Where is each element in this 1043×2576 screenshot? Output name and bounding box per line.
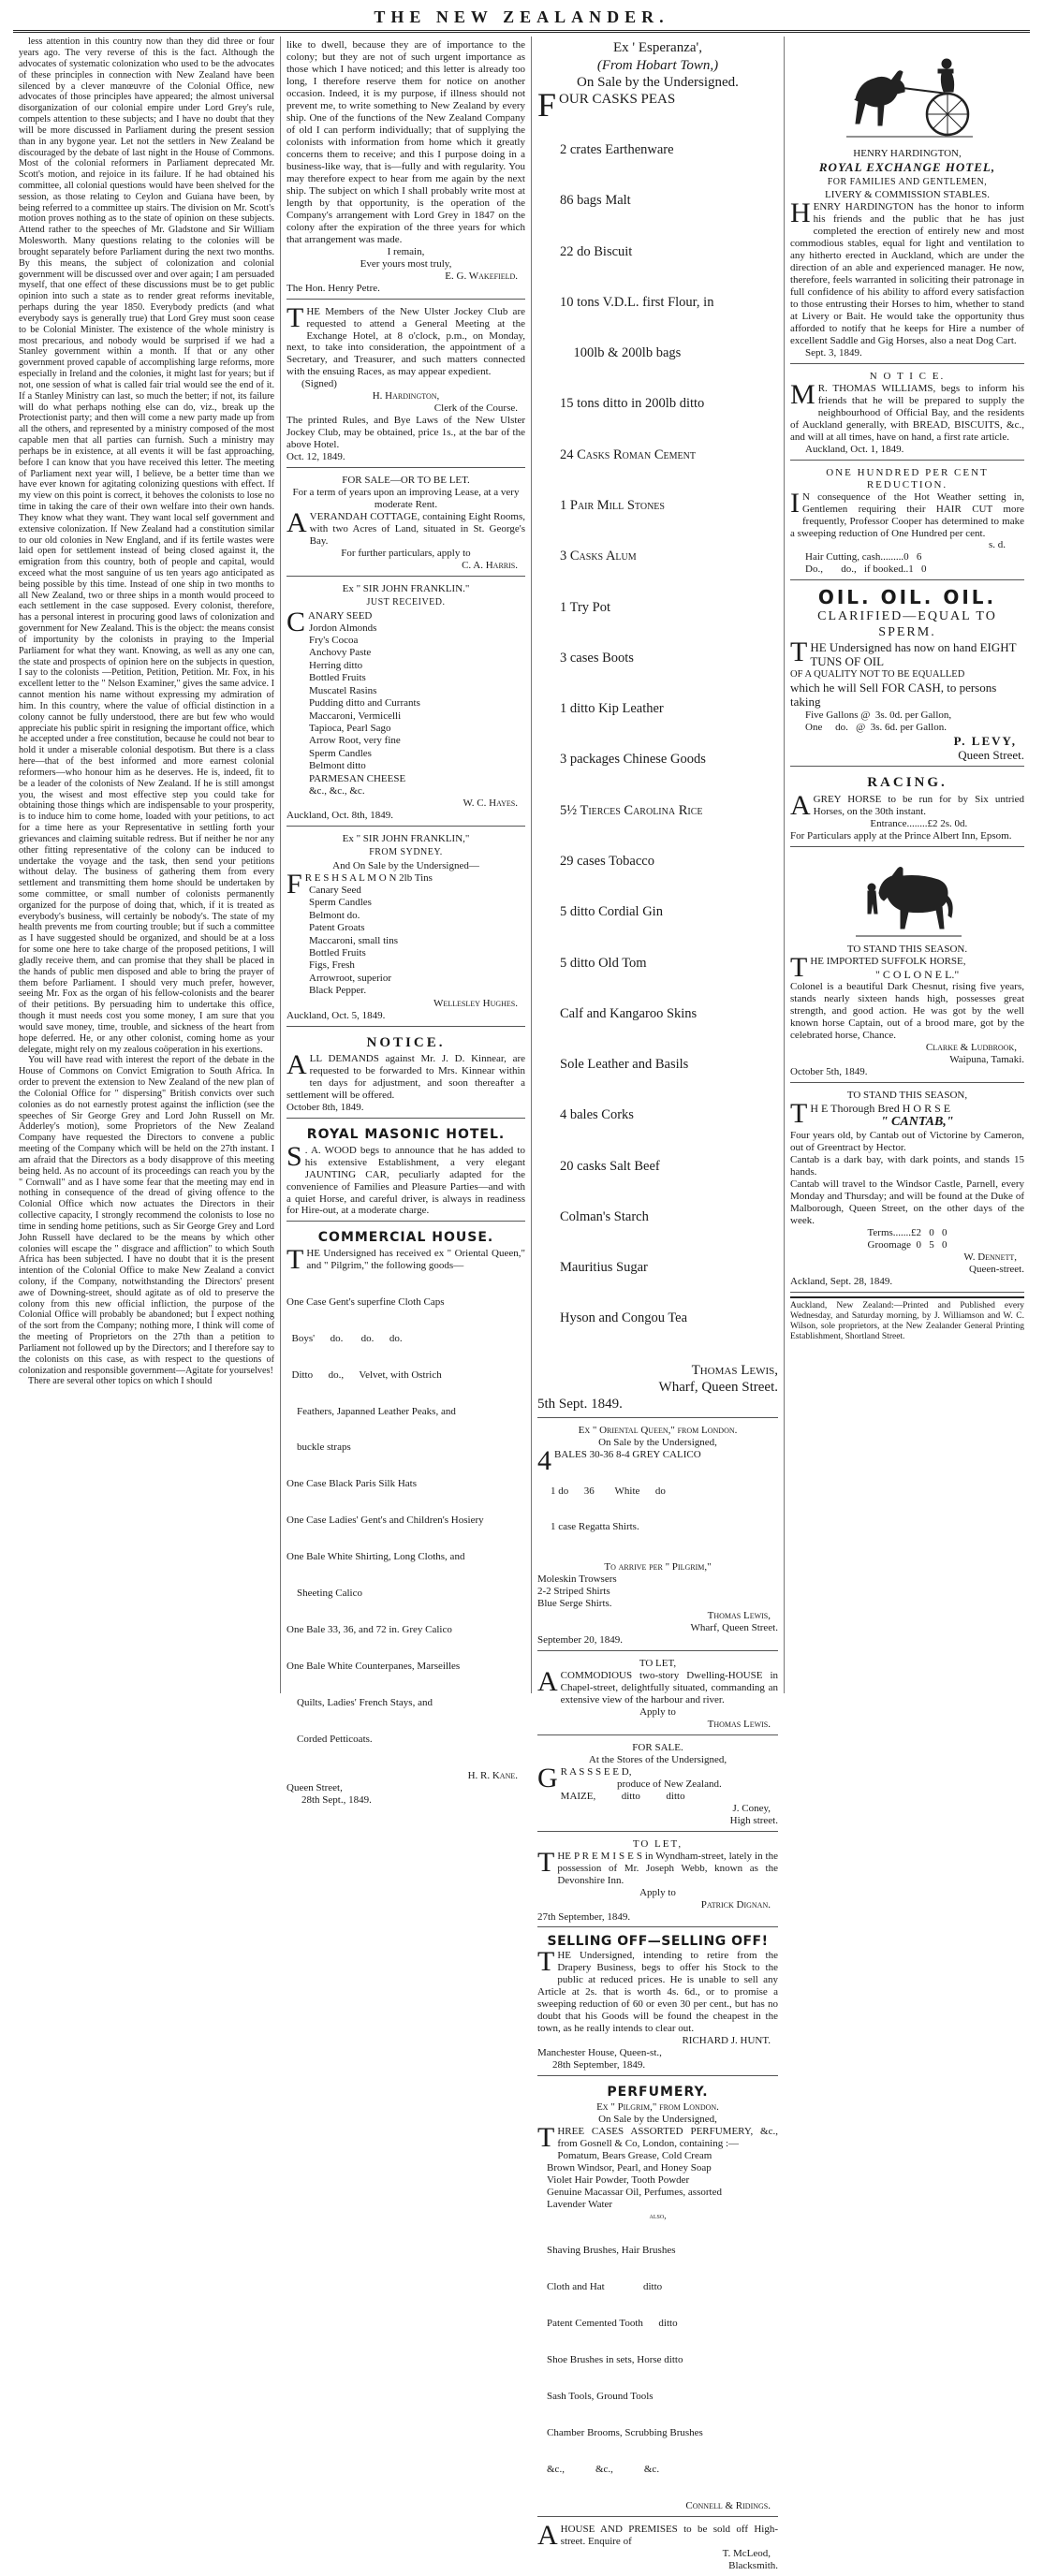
list-item: Shaving Brushes, Hair Brushes [547,2245,676,2257]
drop-cap: T [790,637,808,668]
list-item: Fry's Cocoa [309,635,359,647]
jockey-text: HE Members of the New Ulster Jockey Club are requested to attend a General Meeting at the Exchange Hotel, at 8 o'clock, p.m., on Monday, next, to take into consideration, the appointment of a Secretary, and Treasurer, and such matters connected with the ensuing Races, as may appear expedient. [286,305,525,378]
tolet1-apply: Apply to [639,1705,676,1718]
perfumery-items [537,2150,778,2211]
franklin1-sub: JUST RECEIVED. [366,596,446,607]
list-item: 1 do 36 White do [551,1485,666,1497]
oil-ad [790,584,1024,767]
kinnear-notice-ad [286,1031,525,1120]
cantab-text: Four years old, by Cantab out of Victorine by Cameron, out of Greentract by Hector. [790,1130,1024,1154]
commercial-date: 28th Sept., 1849. [301,1793,372,1806]
oil-text: HE Undersigned has now on hand EIGHT TUNS OF OIL [810,640,1017,669]
list-item: Sperm Candles [309,897,372,909]
oil-line3: which he will Sell FOR CASH, to persons taking [790,681,997,710]
list-item: Figs, Fresh [309,959,355,972]
colonel-sig2: Waipuna, Tamaki. [949,1053,1024,1065]
esperanza-sub: (From Hobart Town,) [596,57,719,73]
list-item: Cloth and Hat ditto [547,2281,663,2293]
letter-signature: E. G. Wakefield. [445,270,518,282]
list-item: 3 Casks Alum [560,549,637,564]
drop-cap: H [790,198,811,229]
letter-paragraph-2: You will have read with interest the report of the debate in the House of Commons on Convict Emigration to South Africa. In order to prevent the extension to New Zealand of the new plan of the Colonial Office for " dispersing" British convicts over such colonies as do not earnestly protest against the infliction (see the speeches of Sir George Grey and Lord John Russell on Mr. Adderley's motion), some Proprietors of the New Zealand Company have requested the Directors to convene a public meeting of the Company which will be held on the 27th instant. I am afraid that the Directors as a body disapprove of this meeting being held. As no account of its proceedings can reach you by the " Cornwall" and as I have some fear that the meeting may end in nothing in consequence of the dread of giving offence to the Colonial Office which now actuates the Directors in their collective capacity, I strongly recommend the colonists to lose no time in sending home petitions, such as Sir George Grey and Lord John Russell have declared to be the means by which other colonies will escape the " disgrace and affliction" to which South Africa has been subjected. I have no doubt that it is the present intention of the Colonial Office to make New Zealand a convict colony, if the Company, notwithstanding the Directors' present awe of Downing-street, should agitate as of old to preserve the colony from this new official infliction, the purpose of the Colonial Office will probably be abandoned; but I expect nothing of the sort from the Company; nothing more, I think will come of the meeting of Proprietors on the 27th than a petition to Parliament not followed up by the Directors; and I therefore say to the colonists on this case, as with respect to the questions of colonization and responsible government—Agitate for yourselves! [19,1055,274,1376]
list-item: &c., &c., &c. [547,2463,660,2475]
commercial-place: Queen Street, [286,1781,343,1793]
selling-off-ad [537,1931,778,2075]
drop-cap: A [537,2519,558,2551]
tolet2-heading: TO LET, [632,1837,683,1850]
printer-imprint: Auckland, New Zealand:—Printed and Published every Wednesday, and Saturday morning, by J. Williamson and W. C. Wilson, sole proprietors, at the New Zealander General Printing Establishment, Shortland Street. [790,1296,1024,1342]
cantab-horse-ad [790,1087,1024,1293]
house-text: HOUSE AND PREMISES to be sold off High-street. Enquire of [560,2523,778,2547]
list-item: 22 do Biscuit [560,243,633,259]
letter-yours: Ever yours most truly, [360,257,452,270]
notice-text: LL DEMANDS against Mr. J. D. Kinnear, are requested to be forwarded to Mrs. Kinnear within ten days for adjustment, and soon thereafter a settlement will be offered. [286,1053,525,1102]
franklin2-sub: FROM SYDNEY. [369,847,443,858]
grass-seed-ad [537,1739,778,1832]
list-item: 2-2 Striped Shirts [537,1586,610,1598]
drop-cap: G [537,1762,558,1793]
list-item: Ditto do., Velvet, with Ostrich [286,1368,442,1381]
list-item: One Case Black Paris Silk Hats [286,1478,418,1490]
list-item: 5 ditto Old Tom [560,955,647,971]
hotel-sub2: LIVERY & COMMISSION STABLES. [825,189,990,201]
list-item: 29 cases Tobacco [560,853,654,869]
grass-first: R A S S S E E D, [560,1765,632,1778]
house-sig: T. McLeod, [722,2547,771,2559]
columns [13,37,1030,2571]
drop-cap: F [537,86,557,124]
drop-cap: T [537,1945,555,1977]
list-item: Sheeting Calico [286,1588,362,1600]
oil-sub: CLARIFIED—EQUAL TO [817,608,997,623]
franklin-hughes-ad [286,830,525,1026]
drop-cap: A [286,1049,307,1081]
williams-notice-ad [790,368,1024,461]
racing-text: GREY HORSE to be run for by Six untried Horses, on the 30th instant. [813,793,1024,817]
list-item: 2 crates Earthenware [560,142,674,158]
letter-continuation [286,37,525,299]
colonel-text: HE IMPORTED SUFFOLK HORSE, [810,955,966,967]
tolet1-text: COMMODIOUS two-story Dwelling-HOUSE in Chapel-street, delightfully situated, commanding an extensive view of the harbour and river. [560,1670,778,1705]
list-item: Moleskin Trowsers [537,1573,617,1586]
forsale-text: VERANDAH COTTAGE, containing Eight Rooms, with two Acres of Land, situated in St. George's Bay. [309,511,525,548]
list-item: 4 bales Corks [560,1107,634,1123]
oriental-arrive: To arrive per " Pilgrim," [604,1561,712,1573]
drop-cap: M [790,378,815,410]
list-item: 20 casks Salt Beef [560,1158,660,1174]
drop-cap: 4 [537,1444,551,1476]
reduction-heading2: REDUCTION. [866,478,948,490]
list-item: Pudding ditto and Currants [309,697,420,710]
perfumery-sub: Ex " Pilgrim," from London. [596,2101,719,2114]
grass-sig: J. Coney, [732,1802,771,1814]
list-item: Boys' do. do. do. [286,1332,403,1344]
letter-paragraph-3: There are several other topics on which I should [28,1376,213,1387]
williams-heading: N O T I C E. [869,370,946,382]
list-item: One Case Ladies' Gent's and Children's Hosiery [286,1515,484,1527]
tolet2-date: 27th September, 1849. [537,1910,631,1923]
list-item: Muscatel Rasins [309,684,377,696]
drop-cap: T [286,1243,304,1275]
colonel-horse-ad [790,851,1024,1083]
oriental-items [537,1461,778,1559]
franklin2-intro: And On Sale by the Undersigned— [332,860,479,872]
franklin2-items [286,885,525,998]
jockey-role: Clerk of the Course. [433,402,518,415]
oil-price2: One do. @ 3s. 6d. per Gallon. [805,721,947,733]
hotel-sub: FOR FAMILIES AND GENTLEMEN, [827,176,988,187]
list-item: Brown Windsor, Pearl, and Honey Soap [547,2162,712,2174]
drop-cap: I [790,487,800,519]
list-item: Arrowroot, superior [309,972,391,984]
list-item: buckle straps [286,1442,351,1454]
selling-sig: RICHARD J. HUNT. [682,2034,771,2046]
list-item: 100lb & 200lb bags [560,345,682,361]
list-item: 3 cases Boots [560,650,634,666]
tolet-chapel-ad [537,1655,778,1735]
franklin2-sig: Wellesley Hughes. [433,997,518,1009]
oriental-intro: On Sale by the Undersigned, [598,1436,717,1448]
williams-date: Auckland, Oct. 1, 1849. [805,443,904,455]
perfumery-heading: PERFUMERY. [607,2084,709,2100]
list-item: One Bale 33, 36, and 72 in. Grey Calico [286,1623,452,1635]
esperanza-ad [537,37,778,1417]
column-2 [281,37,532,1806]
hotel-title: ROYAL EXCHANGE HOTEL, [818,160,996,175]
list-item: One Bale White Counterpanes, Marseilles [286,1660,461,1672]
drop-cap: T [537,1846,555,1878]
selling-heading: SELLING OFF—SELLING OFF! [547,1934,769,1950]
cantab-text3: Cantab will travel to the Windsor Castle, Parnell, every Monday and Thursday; and will be found at the Duke of Malborough, Queen Street, on the other days of the week. [790,1178,1024,1227]
list-item: Blue Serge Shirts. [537,1598,612,1610]
list-item: Sole Leather and Basils [560,1057,689,1073]
perfumery-ad [537,2080,778,2517]
list-item: Patent Groats [309,922,365,934]
list-item: 1 ditto Kip Leather [560,701,664,717]
notice-heading: NOTICE. [366,1034,446,1050]
list-item: Belmont do. [309,909,360,921]
perfumery-items2 [537,2221,778,2500]
oriental-items2 [537,1573,778,1610]
franklin1-heading: Ex " SIR JOHN FRANKLIN." [342,582,470,594]
forsale-heading: FOR SALE—OR TO BE LET. [342,475,470,487]
horse-icon [851,856,963,940]
list-item: Mauritius Sugar [560,1260,648,1276]
list-item: Feathers, Japanned Leather Peaks, and [286,1405,456,1417]
list-item: 3 packages Chinese Goods [560,752,706,768]
hotel-date: Sept. 3, 1849. [805,346,862,359]
esperanza-items [537,108,778,1361]
jockey-rules: The printed Rules, and Bye Laws of the New Ulster Jockey Club, may be obtained, price 1s., at the bar of the above Hotel. [286,415,525,451]
oil-sub2: SPERM. [878,624,936,639]
notice-date: October 8th, 1849. [286,1102,364,1114]
list-item: &c., &c., &c. [309,784,365,797]
cantab-sig2: Queen-street. [969,1264,1024,1275]
list-item: Sash Tools, Ground Tools [547,2391,654,2403]
letter-end-text: like to dwell, because they are of importance to the colony; but they are not of such urgent importance as those which I have noticed; and this letter is already too long, I therefore reserve them for notice on another occasion. Indeed, it is my purpose, if illness should not prevent me, to write something to New Zealand by every ship. One of the functions of the New Zealand Company of old I can perform individually; that of supplying the colonists with information from home which it greatly concerns them to receive; and this I purpose doing in a business-like way, that is—fully and with regularity. You may therefore expect to hear from me again by the next ship. The subject on which I shall probably write most at length by that opportunity, is the operation of the Company's arrangement with Lord Grey in 1847 on the colony after the expiration of the three years for which that arrangement was made. [286,39,525,245]
jockey-signed: (Signed) [301,378,337,390]
drop-cap: T [286,301,304,333]
cantab-terms: Terms.......£2 0 0 [867,1227,948,1239]
list-item: Canary Seed [309,884,361,896]
forsale-sub: For a term of years upon an improving Lease, at a very moderate Rent. [292,487,520,511]
commercial-items [286,1272,525,1770]
esperanza-heading: Ex ' Esperanza', [613,40,702,56]
colonel-caption: TO STAND THIS SEASON. [846,943,968,955]
reduction-text: N consequence of the Hot Weather setting in, Gentlemen requiring their HAIR CUT more frequently, Professor Cooper has determined to make a sweeping reduction of One Hundred per cent. [790,490,1024,539]
selling-text: HE Undersigned, intending to retire from the Drapery Business, begs to offer his Stock to the public at reduced prices. He is unable to sell any Article at 2s. that is worth 4s. 6d., or to promise a sweeping reduction of 60 or even 30 per cent., but has no doubt that his Goods will be found the cheapest in the town, as he really intends to clear out. [537,1949,778,2034]
esperanza-sig: Thomas Lewis, [691,1362,778,1378]
reduction-line2: Do., do., if booked..1 0 [805,564,927,576]
horse-and-gig-icon [837,41,977,144]
colonel-body: Colonel is a beautiful Dark Chesnut, rising five years, stands nearly sixteen hands high, possesses great strength, and good action. He was got by the well known horse Captain, out of a brood mare, got by the celebrated horse, Chance. [790,980,1024,1041]
oriental-heading: Ex " Oriental Queen," from London. [578,1424,738,1436]
jockey-name: H. Hardington, [372,390,440,402]
cantab-first: H E Thorough Bred H O R S E [810,1101,951,1115]
oriental-sig2: Wharf, Queen Street. [690,1622,778,1634]
drop-cap: T [537,2122,555,2154]
oriental-first: BALES 30-36 8-4 GREY CALICO [554,1448,701,1460]
colonel-date: October 5th, 1849. [790,1065,868,1077]
list-item: One Bale White Shirting, Long Cloths, and [286,1551,465,1563]
tolet2-sig: Patrick Dignan. [700,1898,771,1910]
list-item: 5 ditto Cordial Gin [560,904,663,920]
list-item: 1 Try Pot [560,599,611,615]
list-item: Jordon Almonds [309,622,377,634]
forsale-further: For further particulars, apply to [341,547,471,559]
list-item: Maccaroni, Vermicelli [309,710,402,722]
grass-produce: produce of New Zealand. [616,1778,722,1790]
column-3 [532,37,785,2571]
commercial-sig: H. R. Kane. [467,1769,518,1781]
esperanza-first: OUR CASKS PEAS [559,92,676,108]
franklin-hayes-ad [286,580,525,827]
franklin2-first: R E S H S A L M O N 2lb Tins [304,872,433,885]
oil-heading: OIL. OIL. OIL. [817,586,997,609]
cantab-name: " CANTAB," [880,1114,954,1129]
tolet-wyndham-ad [537,1836,778,1928]
drop-cap: T [790,951,808,983]
esperanza-sig2: Wharf, Queen Street. [658,1380,778,1396]
list-item: Genuine Macassar Oil, Perfumes, assorted [547,2186,722,2198]
selling-date: 28th September, 1849. [552,2058,646,2071]
royal-exchange-hotel-ad [790,37,1024,364]
grass-heading: FOR SALE. [632,1741,683,1753]
horse-gig-illustration [790,41,1024,144]
franklin1-date: Auckland, Oct. 8th, 1849. [286,810,393,822]
masonic-heading: ROYAL MASONIC HOTEL. [306,1127,506,1143]
list-item: Belmont ditto [309,760,366,772]
list-item: Herring ditto [309,659,363,671]
commercial-text: HE Undersigned has received ex " Oriental Queen," and " Pilgrim," the following goods— [306,1247,525,1271]
tolet2-apply: Apply to [639,1886,676,1898]
list-item: Anchovy Paste [309,647,372,659]
list-item: Pomatum, Bears Grease, Cold Cream [557,2150,712,2162]
perfumery-also: also, [649,2210,667,2220]
drop-cap: C [286,606,306,637]
list-item: 24 Casks Roman Cement [560,446,696,462]
list-item: Maccaroni, small tins [309,934,399,946]
perfumery-text: HREE CASES ASSORTED PERFUMERY, &c., from Gosnell & Co, London, containing :— [557,2126,778,2150]
franklin1-sig: W. C. Hayes. [463,798,518,810]
racing-heading: RACING. [867,775,948,791]
list-item: Colman's Starch [560,1208,649,1224]
grass-sub: At the Stores of the Undersigned, [588,1753,727,1765]
forsale-cottage-ad [286,472,525,577]
williams-text: R. THOMAS WILLIAMS, begs to inform his friends that he will be prepared to supply the neighbourhood of Official Bay, and the residents of Auckland generally, with BREAD, BISCUITS, &c., and will at all times, have on hand, a first rate article. [790,382,1024,443]
racing-entrance: Entrance........£2 2s. 0d. [870,817,968,829]
cantab-date: Ackland, Sept. 28, 1849. [790,1275,893,1287]
list-item: Patent Cemented Tooth ditto [547,2318,678,2330]
list-item: Sperm Candles [309,747,372,759]
reduction-cols: s. d. [988,539,1006,551]
list-item: Calf and Kangaroo Skins [560,1005,698,1021]
list-item: 5½ Tierces Carolina Rice [560,802,703,818]
oriental-sig: Thomas Lewis, [707,1610,771,1622]
cantab-text2: Cantab is a dark bay, with dark points, and stands 15 hands. [790,1154,1024,1178]
list-item: Black Pepper. [309,985,367,997]
grass-sig2: High street. [729,1814,778,1826]
list-item: PARMESAN CHEESE [309,772,406,784]
forsale-sig: C. A. Harris. [462,559,518,571]
esperanza-intro: On Sale by the Undersigned. [577,74,739,90]
grass-maize: MAIZE, ditto ditto [560,1790,685,1802]
tolet1-sig: Thomas Lewis. [707,1718,771,1730]
commercial-house-ad [286,1225,525,1809]
oil-line2: OF A QUALITY NOT TO BE EQUALLED [790,668,965,680]
house-sig2: Blacksmith. [728,2559,778,2571]
franklin1-items [286,622,525,798]
hotel-text: ENRY HARDINGTON has the honor to inform his friends and the public that he has just completed the erection of entirely new and most commodious stables, equal for light and ventilation to any hitherto erected in Auckland, which are under the direction of an able and experienced manager. He now, therefore, feels warranted in soliciting their patronage in full confidence of his ability to afford every satisfaction to those entrusting their Horses to him, whether to stand at Livery or Bait. He would take the opportunity thus afforded to notify that he keeps for Hire a number of excellent Saddle and Gig Horses, also a neat Dog Cart. [790,201,1024,346]
list-item: 1 Pair Mill Stones [560,497,665,513]
drop-cap: A [537,1666,558,1698]
letter-remain: I remain, [387,245,425,257]
column-4 [785,37,1030,1693]
oil-sig: P. LEVY, [953,733,1017,748]
list-item: 1 case Regatta Shirts. [551,1521,639,1533]
jockey-date: Oct. 12, 1849. [286,451,345,463]
tolet2-text: HE P R E M I S E S in Wyndham-street, lately in the possession of Mr. Joseph Webb, known as the Devonshire Inn. [557,1850,778,1886]
drop-cap: T [790,1097,808,1129]
column-1-letter [13,37,281,1693]
oil-sig2: Queen Street. [958,747,1024,762]
drop-cap: A [790,789,811,821]
colonel-sig: Clarke & Ludbrook, [925,1041,1017,1053]
hotel-owner: HENRY HARDINGTON, [853,148,962,160]
list-item: Bottled Fruits [309,672,366,684]
jockey-club-ad [286,303,525,469]
colonel-name: " C O L O N E L." [874,967,960,981]
letter-paragraph-1: less attention in this country now than they did three or four years ago. The very reverse of this is the fact. Although the advocates of systematic colonization who used to be the advocates of these principles in connection with New Zealand have been silenced by a clever manœuvre of the Colonial Office, new advocates of those principles have appeared; the almost universal disorganization of our colonial empire under Lord Grey's rule, compels attention to these subjects; and I have no doubt that they will be more discussed in Parliament during the present session than in any bygone year. Let not the settlers in New Zealand be discouraged by the debate of last night in the House of Commons. Most of the colonial reformers in Parliament deprecated Mr. Scott's motion, and rejoice in its failure. If he had obtained his committee, all colonial questions would have been shelved for the session, as those relating to Ceylon and Guiana have been, by being referred to a committee up stairs. The division on Mr. Scott's motion proves nothing as to the state of opinion on these subjects. Attend rather to the speeches of Mr. Gladstone and Sir William Molesworth. Many questions relating to the colonies will be brought separately before Parliament during the next two months. By this means, the subject of colonization and colonial government will be discussed over and over again; I am persuaded myself, that one effect of these discussions must be to get public opinion into such a state as to render great reforms inevitable, perhaps during the year 1850. Everybody predicts (and what everybody says is generally true) that Lord Grey must soon cease to be Colonial Minister. The existence of the whole ministry is most precarious, and nobody would be surprised if we had a Stanley government within a month. If that or any other government proved capable of accomplishing large reforms, more especially in Ireland and the colonies, it might last for years; but if not, one session of what is called fair trial would see the end of it. If a Stanley Ministry can last, so much the better; if not, its failure will do what perhaps nothing else can do, viz., break up the Protectionist party; and then will come a new party made up from all the others, and represented by a ministry composed of the most capable men that all parties can furnish. Such a ministry may perhaps be in existence, at all events it will be fast approaching, before I can know that you have received this letter. The meeting of Parliament next year will, I believe, be a better time than we have ever known for agitating colonizing questions with effect. If my view on this point is correct, it behoves the colonists to lose no time in taking the care of their own welfare into their own hands. They know what they want. They want local self government and extensive colonization. If New Zealand had a constitution similar to our old colonies in New England, and if its fertile wastes were laid open for settlement instead of being closed against it, the emigration from this country, both of people and capital, would exceed what the most sanguine of us ten years ago anticipated as being possible by this time. Instead of one ship in two months to all New Zealand, two or three ships in a month would proceed to each settlement in the case supposed. Every colonist, therefore, has a personal interest in procuring good laws of colonization and government for New Zealand. This is the object: the means consist of importunity by the colonists in praying to the Imperial Parliament for what they want. Knowing, as well as any one can, the state and prospects of opinion here on the subjects in question, I say to the colonists —Petition, Petition, Petition. Mr. Fox, in his excellent letter to the " Nelson Examiner," gives the same advice. I cannot mention his name without expressing my admiration of him. In this country, where the value of official distinction in a colony cannot be fully understood, there are but few who would appreciate his public spirit in resigning the important office, which he accepted under a free constitution, because he could not bear to hold it under a miserable colonial despotism. But there is a class here—that of the best informed and more earnest colonial reformers—who honour him as he deserves. He is, indeed, fit to be a leader of the colonists of New Zealand. If he is still amongst you, the wisest and most effective step you could take for obtaining those things which are indispensable to your prosperity, is to induce him to come home, loaded with your petitions, to act for a time here as your Representative in settling forth your grievances and claiming suitable redress. But if neither he nor any other fitting representative of the colony can be induced to undertake the voyage and the task, then send your petitions without delay. The business of gathering them from every settlement and transmitting them home should be undertaken by some committee, or small number of colonists permanently organized for the purpose of doing that, which, if it is treated as everybody's business, will certainly be nobody's. The state of my health prevents me from courting trouble; but if such a committee as I have suggested should be organized, and should be at a loss for some one here to take charge of the proposed petitions, I will gladly receive them, and can promise that they shall be placed in the hands of public men disposed and able to bring the prayer of them before Parliament. I should very much prefer, however, seeing Mr. Fox as the organ of his fellow-colonists and the bearer of their petitions. By persuading him to undertake this office, though it must needs cost you some money, I am sure that you would save money, time, trouble, and sickness of the heart from hope deferred. He, or any other colonist, coming home as your delegate, might rely on my zealous coöperation in his exertions. [19,37,274,1055]
franklin1-first: ANARY SEED [308,609,373,622]
list-item: 86 bags Malt [560,193,631,209]
tolet1-heading: TO LET, [639,1658,677,1670]
franklin2-date: Auckland, Oct. 5, 1849. [286,1009,386,1021]
drop-cap: A [286,507,307,539]
hair-reduction-ad [790,464,1024,581]
drop-cap: F [286,869,302,900]
selling-place: Manchester House, Queen-st., [537,2046,662,2058]
masonic-hotel-ad [286,1122,525,1222]
list-item: Lavender Water [547,2198,613,2210]
list-item: 15 tons ditto in 200lb ditto [560,396,705,412]
oil-price1: Five Gallons @ 3s. 0d. per Gallon, [805,709,952,721]
horse-illustration [790,856,1024,940]
list-item: Bottled Fruits [309,947,366,959]
perfumery-intro: On Sale by the Undersigned, [598,2114,717,2126]
letter-addressee: The Hon. Henry Petre. [286,282,380,294]
masonic-text: . A. WOOD begs to announce that he has added to his extensive Establishment, a very elegant JAUNTING CAR, peculiarly adapted for the convenience of Families and Pleasure Parties—and with a quiet Horse, and careful driver, is always in readiness for Hire-out, at a moderate charge. [286,1144,525,1217]
esperanza-date: 5th Sept. 1849. [537,1397,623,1412]
list-item: Shoe Brushes in sets, Horse ditto [547,2354,683,2366]
reduction-line1: Hair Cutting, cash.........0 6 [805,551,922,564]
list-item: Quilts, Ladies' French Stays, and [286,1696,433,1708]
list-item: Hyson and Congou Tea [560,1310,688,1326]
list-item: Violet Hair Powder, Tooth Powder [547,2174,690,2186]
list-item: Corded Petticoats. [286,1733,373,1745]
franklin2-heading: Ex " SIR JOHN FRANKLIN," [342,833,470,845]
masthead: THE NEW ZEALANDER. [13,6,1030,33]
list-item: 10 tons V.D.L. first Flour, in [560,294,714,310]
perfumery-sig: Connell & Ridings. [685,2499,771,2511]
commercial-heading: COMMERCIAL HOUSE. [317,1230,494,1246]
list-item: Tapioca, Pearl Sago [309,722,391,734]
house-premises-ad [537,2521,778,2576]
list-item: Chamber Brooms, Scrubbing Brushes [547,2426,703,2438]
racing-ad [790,770,1024,847]
cantab-sig: W. Dennett, [963,1251,1017,1264]
oriental-date: September 20, 1849. [537,1634,624,1647]
cantab-heading: TO STAND THIS SEASON, [846,1089,968,1101]
racing-apply: For Particulars apply at the Prince Albert Inn, Epsom. [790,829,1012,842]
reduction-heading: ONE HUNDRED PER CENT [826,466,989,478]
oriental-queen-ad [537,1422,778,1651]
list-item: Arrow Root, very fine [309,735,401,747]
drop-cap: S [286,1140,302,1172]
list-item: One Case Gent's superfine Cloth Caps [286,1295,445,1308]
cantab-groom: Groomage 0 5 0 [867,1239,948,1251]
